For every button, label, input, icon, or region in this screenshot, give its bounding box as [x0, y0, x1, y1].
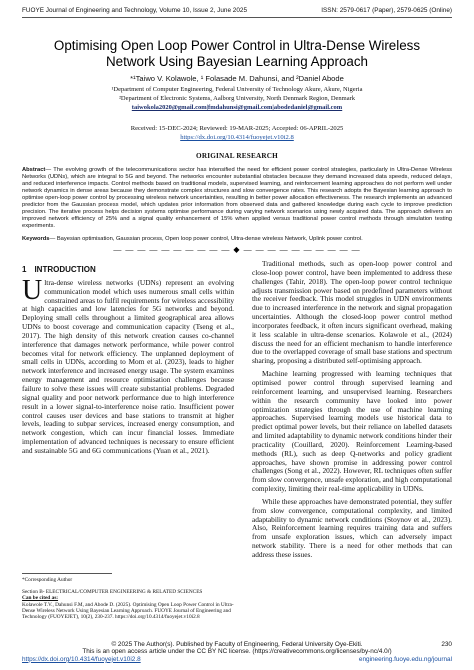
- intro-number: 1: [22, 265, 27, 274]
- abstract-text: — The evolving growth of the telecommunications sector has intensified the need for efficient power control strategies, particularly in Ultra-Dense Wireless Networks (UDNs), which are integral to 5G and beyond. The networks encounter substantial obstacles because they demand increased data speeds, reduced delays, and reduced interference impacts. Control methods based on traditional models, supervised learning, and reinforcement learning approaches do not perform well under network dynamics in dense areas because they demonstrate complex structures and slow convergence rates. This research adopts the Bayesian learning approach to optimise open-loop power control by processing wireless network uncertainties, resulting in better power allocation effectiveness. The research implements an advanced predictor from the Gaussian process model, which updates prior information from observed data and gathered knowledge during each cycle to improve prediction precision. The iterative process helps decision systems optimise performance during varying network scenarios using newly acquired data. The approach delivers an improved network efficiency of 25% and a signal quality enhancement of 15% when applied versus traditional power control methods through simulation testing experiments.: [22, 167, 452, 230]
- cite-label: Can be cited as:: [22, 595, 59, 602]
- drop-cap: U: [22, 274, 43, 306]
- review-dates: Received: 15-DEC-2024; Reviewed: 19-MAR-2025; Accepted: 06-APRIL-2025: [130, 125, 344, 132]
- keywords-text: — Bayesian optimisation, Gaussian process, Open loop power control, Ultra-dense wireless Network, Uplink power control.: [49, 236, 363, 242]
- affiliation-1: ¹Department of Computer Engineering, Federal University of Technology Akure, Akure, Nigeria: [111, 86, 363, 93]
- citation-text: Kolawole T.V., Dahunsi F.M, and Abode D. (2025). Optimising Open Loop Power Control in Ultra-Dense Wireless Network Using Bayesian Learning Approach. FUOYE Journal of Engineering and Technology (FUOYEJET), 10(2), 230-237. https://doi.org/10.4314/fuoyejet.v10i2.8: [22, 601, 234, 621]
- intro-paragraph: [22, 274, 234, 456]
- intro-title: INTRODUCTION: [34, 265, 96, 274]
- issn-header: ISSN: 2579-0617 (Paper), 2579-0625 (Online): [321, 7, 452, 14]
- right-column: [252, 260, 452, 560]
- intro-text: ltra-dense wireless networks (UDNs) represent an evolving communication model which uses numerous small cells within constrained areas to fulfil requirements for wireless accessibility at high capacities and low latencies for 5G networks and beyond. Deploying small cells throughout a limited geographical area allows UDNs to boost coverage and communication capacity (Tseng et al., 2017). The high density of this network creation causes co-channel interference that damages network performance, while power control becomes vital for network efficiency. The unplanned deployment of small cells in UDNs, according to Mom et al. (2023), leads to higher network interference and increased energy usage. The system examines energy management and resource optimisation challenges because failure to solve these issues will create substantial problems. Degraded signal quality and poor network performance due to high interference result in a lower signal-to-interference noise ratio. Insufficient power control causes user devices and base stations to transmit at higher levels, leading to subpar services, increased energy consumption, and network congestion, which can incur financial losses. Immediate implementation of advanced techniques is necessary to ensure efficient and sustainable 5G and 6G communications (Yuan et al., 2021).: [22, 277, 234, 455]
- page-number: 230: [441, 641, 452, 648]
- article-type-label: ORIGINAL RESEARCH: [196, 152, 278, 160]
- running-header: [22, 7, 452, 17]
- corresponding-author-note: *Corresponding Author: [22, 577, 73, 583]
- doi-link[interactable]: https://dx.doi.org/10.4314/fuoyejet.v10i2.8: [180, 134, 294, 141]
- left-column: [22, 262, 234, 456]
- footnote-rule: [22, 573, 112, 574]
- author-emails[interactable]: taiwokola2020@gmail.com|fmdahunsi@gmail.com|abodedaniel@gmail.com: [131, 104, 343, 111]
- journal-header: FUOYE Journal of Engineering and Technology, Volume 10, Issue 2, June 2025: [22, 7, 247, 14]
- section-separator: — — — — — — — — — — ◆ — — — — — — — — — —: [113, 245, 361, 254]
- right-paragraph-3: While these approaches have demonstrated potential, they suffer from slow convergence, computational complexity, and limited adaptability to dynamic network conditions (Stoynov et al., 2023). Also, Reinforcement learning requires training data and suffers from unsafe exploration issues, which can adversely impact network stability. There is a need for other methods that can address these issues.: [252, 496, 452, 559]
- page-footer: [22, 641, 452, 663]
- affiliation-2: ²Department of Electronic Systems, Aalborg University, North Denmark Region, Denmark: [118, 95, 356, 102]
- keywords: [22, 236, 452, 243]
- header-rule: [22, 17, 452, 18]
- paper-title: Optimising Open Loop Power Control in Ultra-Dense Wireless Network Using Bayesian Learning Approach: [53, 38, 421, 69]
- keywords-label: Keywords: [22, 236, 50, 242]
- right-paragraph-1: Traditional methods, such as open-loop power control and close-loop power control, have been implemented to address these challenges (Tahir, 2018). The open-loop power control technique adjusts transmission power based on predefined parameters without the receiver feedback. This model struggles in UDN environments due to increased interference in the network and signal propagation uncertainties. Although the closed-loop power control method incorporates feedback, it often incurs significant overhead, making it less scalable in ultra-dense scenarios. Kolawole et al., (2024) discuss the need for an efficient mechanism to handle interference due to the overlapped coverage of small base stations and spectrum sharing, proposing a distributed self-optimising approach.: [252, 259, 452, 366]
- right-paragraph-2: Machine learning progressed with learning techniques that optimised power control through supervised learning and reinforcement learning, and unsupervised learning. Researchers within the research community have looked into power optimization strategies through the use of machine learning approaches. Supervised learning models use historical data to predict optimal power levels, but their reliance on labelled datasets and limited adaptability to dynamic network conditions hinder their practicality (Couillard, 2020). Reinforcement Learning-based methods (RL), such as deep Q-networks and policy gradient approaches, have shown promise in addressing power control challenges (Song et al., 2022). However, RL techniques often suffer from slow convergence, unsafe exploration, and high computational complexity, limiting their real-time applicability in UDNs.: [252, 369, 452, 494]
- abstract-label: Abstract: [22, 167, 46, 173]
- author-list: *¹Taiwo V. Kolawole, ¹ Folasade M. Dahunsi, and ²Daniel Abode: [130, 74, 344, 83]
- abstract: [22, 167, 452, 230]
- journal-website[interactable]: engineering.fuoye.edu.ng/journal: [358, 656, 452, 663]
- section-b-label: Section B- ELECTRICAL/COMPUTER ENGINEERING & RELATED SCIENCES: [22, 589, 203, 595]
- citation-footnote: [22, 589, 234, 620]
- copyright-line: © 2025 The Author(s). Published by Faculty of Engineering, Federal University Oye-Ekiti.: [111, 641, 363, 648]
- intro-heading: [22, 266, 234, 275]
- license-line[interactable]: This is an open access article under the CC BY NC license. (https://creativecommons.org/licenses/by-nc/4.0/): [82, 648, 392, 656]
- footer-doi-link[interactable]: https://dx.doi.org/10.4314/fuoyejet.v10i2.8: [22, 655, 141, 663]
